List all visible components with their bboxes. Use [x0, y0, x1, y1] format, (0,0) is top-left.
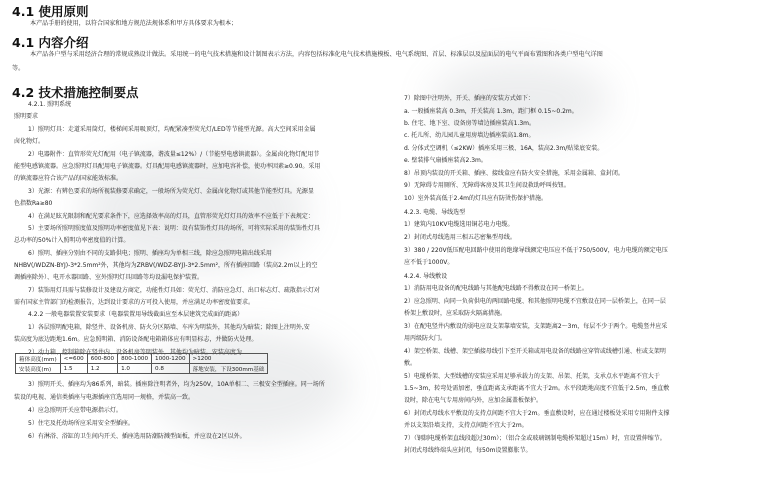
text-line: 1）消防用电设备的配电线路与其他配电线路不得敷设在同一桥架上。 — [404, 285, 588, 292]
text-line: 9）无障碍专用厕所、无障碍客房及其卫生间设救助呼叫按钮。 — [404, 182, 570, 189]
text-line: 3）在配电竖井内敷设的弱电应设支架靠墙安装，支架距离2～3m，每层不少于两个。电缆竖井应采 — [404, 323, 668, 330]
section-title-principle: 4.1 使用原则 — [12, 4, 89, 19]
text-line: 3）380 / 220V低压配电回路中使用的绝缘导线额定电压应不低于750/500V，电力电缆的额定电压 — [404, 247, 668, 254]
table-row — [16, 354, 268, 364]
text-line: 需有国家主管部门的检测报告，达到设计要求的方可投入使用，并应满足功率密度值要求。 — [14, 299, 255, 306]
text-line: 并以支架沿墙支持，支持点间距不宜大于2m。 — [404, 422, 528, 429]
table-cell: 1000-1200 — [152, 354, 190, 364]
table-cell: >1200 — [189, 354, 268, 364]
principle-paragraph: 本产品手册的使用，以符合国家和地方规范法规体系和甲方具体要求为根本； — [30, 20, 238, 27]
text-line: 能型电感镇流器。应急照明灯具配用电子镇流器。灯具配用电感镇流器时，应加电容补偿，使功率因素≥0.90。采用 — [14, 163, 321, 170]
text-line: 4.2.1. 照明系统 — [28, 101, 72, 108]
table-cell: 600-800 — [87, 354, 117, 364]
text-line: 7）（钢制电缆桥架直线段超过30m）；（铝合金或玻璃钢制电缆桥架超过15m）时，宜设置伸缩节。 — [404, 435, 666, 442]
text-line: 用丙级防火门。 — [404, 335, 447, 342]
text-line: 2）动力箱、控制箱除在竖井内、设备机房等明装外，其他均为暗装。安装高度为 — [28, 349, 242, 356]
text-line: 5）主要场所照明照度值及照明功率密度值见下表：说明：设有装饰性灯具的场所，可将实际采用的装饰性灯具 — [28, 225, 320, 232]
table-cell: 1.0 — [118, 364, 152, 374]
text-line: 应不低于1000V。 — [404, 259, 454, 266]
table-cell: 800-1000 — [118, 354, 152, 364]
text-line: 4.2.3. 电缆、导线选型 — [404, 209, 466, 216]
text-line: 8）吊顶内装设的开关箱、插座、接线盒应有防火安全措施，采用金属箱、盒封闭。 — [404, 170, 624, 177]
section-title-content: 4.1 内容介绍 — [12, 35, 89, 50]
text-line: 总功率的50%计入照明功率密度值的计算。 — [14, 237, 130, 244]
text-line: 1）各层照明配电箱，除竖井、设备机房、防火分区隔墙、车库为明装外，其他均为暗装；除图上注明外,安 — [28, 324, 310, 331]
text-line: 4）在满足眩光限制和配光要求条件下，应选择效率高的灯具，直管形荧光灯灯具的效率不应低于下表规定： — [28, 213, 314, 220]
text-line: 敷。 — [404, 360, 417, 367]
table-cell: 箱体高度(mm) — [16, 354, 61, 364]
text-line: 调插座除外）、电开水器回路、室外照明灯具回路等均设漏电保护装置。 — [14, 274, 204, 281]
text-line: 1.5~3m，转弯处需加密，垂直距离支承距离不宜大于2m。水平段距地高度不宜低于2.5m，垂直敷 — [404, 385, 670, 392]
text-line: b. 住宅、地下室、设备房等墙边插座装高1.3m。 — [404, 120, 536, 127]
text-line: 4.2.4. 导线敷设 — [404, 273, 448, 280]
text-line: 5）住宅及托幼场所应采用安全型插座。 — [28, 420, 134, 427]
text-line: e. 壁装排气扇插座装高2.3m。 — [404, 157, 487, 164]
text-line: 封闭式母线终端头应封闭，每50m设置膨胀节。 — [404, 447, 532, 454]
content-paragraph: 本产品各户型与采用经济合理的常规成熟设计做法。采用统一的电气技术措施和设计制图表示方法，内容包括标准化电气技术措施模板、电气系统图、首层、标准层以及屋面层的电气平面布置图和各类户型电气详图 — [30, 51, 603, 58]
section-title-tech: 4.2 技术措施控制要点 — [12, 85, 139, 100]
table-cell: 1.2 — [87, 364, 117, 374]
text-line: 2）封闭式母线选用三相五芯密集型母线。 — [404, 234, 516, 241]
text-line: 4）架空桥架、线槽、架空插接母线引下至开关箱或用电设备的线路应穿管或线槽引通、柱或支架明 — [404, 348, 666, 355]
text-line: 2）应急照明、向同一负荷供电的两回路电缆、和其他照明电缆不宜敷设在同一层桥架上，在同一层 — [404, 298, 666, 305]
text-line: 6）有淋浴、浴缸的卫生间内开关、插座选用防潮防溅型面板，并应设在2区以外。 — [28, 433, 246, 440]
install-height-table — [15, 353, 268, 374]
text-line: 3）照明开关、插座均为86系列，暗装。插座除注明者外，均为250V，10A单相二、三极安全型插座。同一场所 — [28, 381, 325, 388]
text-line: 桥架上敷设时，应采取防火隔离措施。 — [404, 310, 507, 317]
table-cell: 0.8 — [152, 364, 190, 374]
table-row — [16, 364, 268, 374]
text-line: 10）室外装高低于2.4m的灯具应有防烫伤保护措施。 — [404, 195, 548, 202]
text-line: 7）装饰用灯具需与装修设计及建设方商定，功能性灯具如：荧光灯、消防应急灯、出口标志灯、疏散指示灯对 — [28, 287, 320, 294]
text-line: 7）除图中注明外，开关、插座的安装方式如下： — [404, 95, 534, 102]
text-line: 装高度为底边距地1.6m。应急照明箱、消防设备配电箱箱体应有明显标志，并做防火处理。 — [14, 336, 258, 343]
text-line: 色指数Ra≥80 — [14, 200, 53, 207]
table-cell: 1.5 — [60, 364, 87, 374]
text-line: NHBV(/WDZN-BYJ)-3*2.5mm²外，其他均为ZRBV(/WDZ-BYJ)-3*2.5mm²，所有插座回路（装高2.2m以上的空 — [14, 262, 318, 269]
table-cell: 安装高度(m) — [16, 364, 61, 374]
content-paragraph-end: 等。 — [12, 65, 25, 72]
text-line: 1）建筑内10KV电缆选用铜芯电力电缆。 — [404, 221, 514, 228]
text-line: 6）封闭式母线水平敷设的支持点间距不宜大于2m。垂直敷设时，应在通过楼板处采用专用附件支撑 — [404, 410, 670, 417]
text-line: 照明要求 — [14, 113, 39, 120]
text-line: a. 一般插座装高 0.3m，开关装高 1.3m，距门框 0.15~0.2m。 — [404, 108, 578, 115]
text-line: 1）照明灯具：走道采用筒灯，楼梯间采用吸顶灯，均配紧凑型荧光灯/LED等节能型光源。高大空间采用金属 — [28, 126, 316, 133]
text-line: 4）应急照明开关应带电源指示灯。 — [28, 407, 122, 414]
text-line: 的镇流器应符合该产品的国家能效标准。 — [14, 175, 123, 182]
table-cell: <=600 — [60, 354, 87, 364]
text-line: 3）光源：有辨色要求的场所视装修要求确定，一般场所为荧光灯、金属卤化物灯或其他节能型灯具。光源显 — [28, 188, 314, 195]
text-line: 装设的电视、通信类插座与电源插座宜选用同一规格，并装高一致。 — [14, 394, 195, 401]
text-line: 2）电器附件：直管形荧光灯配用（电子镇流器，谐波量≤12%）/（节能型电感镇流器）。金属卤化物灯配用节 — [28, 151, 320, 158]
table-cell: 落地安装，下设300mm基础 — [189, 364, 268, 374]
text-line: 6）照明、插座分别由不同的支路供电；照明、插座均为单相三线，除应急照明电箱出线采用 — [28, 250, 272, 257]
text-line: 卤化物灯。 — [14, 138, 45, 145]
text-line: 4.2.2 一般电器装置安装要求（电器装置用导线截面应至本层建筑完成面的距离） — [28, 311, 244, 318]
text-line: 设时，除在电气专用房间内外，应加金属盖板保护。 — [404, 397, 543, 404]
text-line: c. 托儿所、幼儿园儿童用房墙边插座装高1.8m。 — [404, 132, 535, 139]
text-line: 5）电缆桥架、大型线槽的安装应采用足够承载力的支架、吊架、托架，支承点水平距离不宜大于 — [404, 373, 660, 380]
text-line: d. 分体式空调机（≤2KW）插座采用三极、16A，装高2.3m/贴梁底安装。 — [404, 145, 604, 152]
